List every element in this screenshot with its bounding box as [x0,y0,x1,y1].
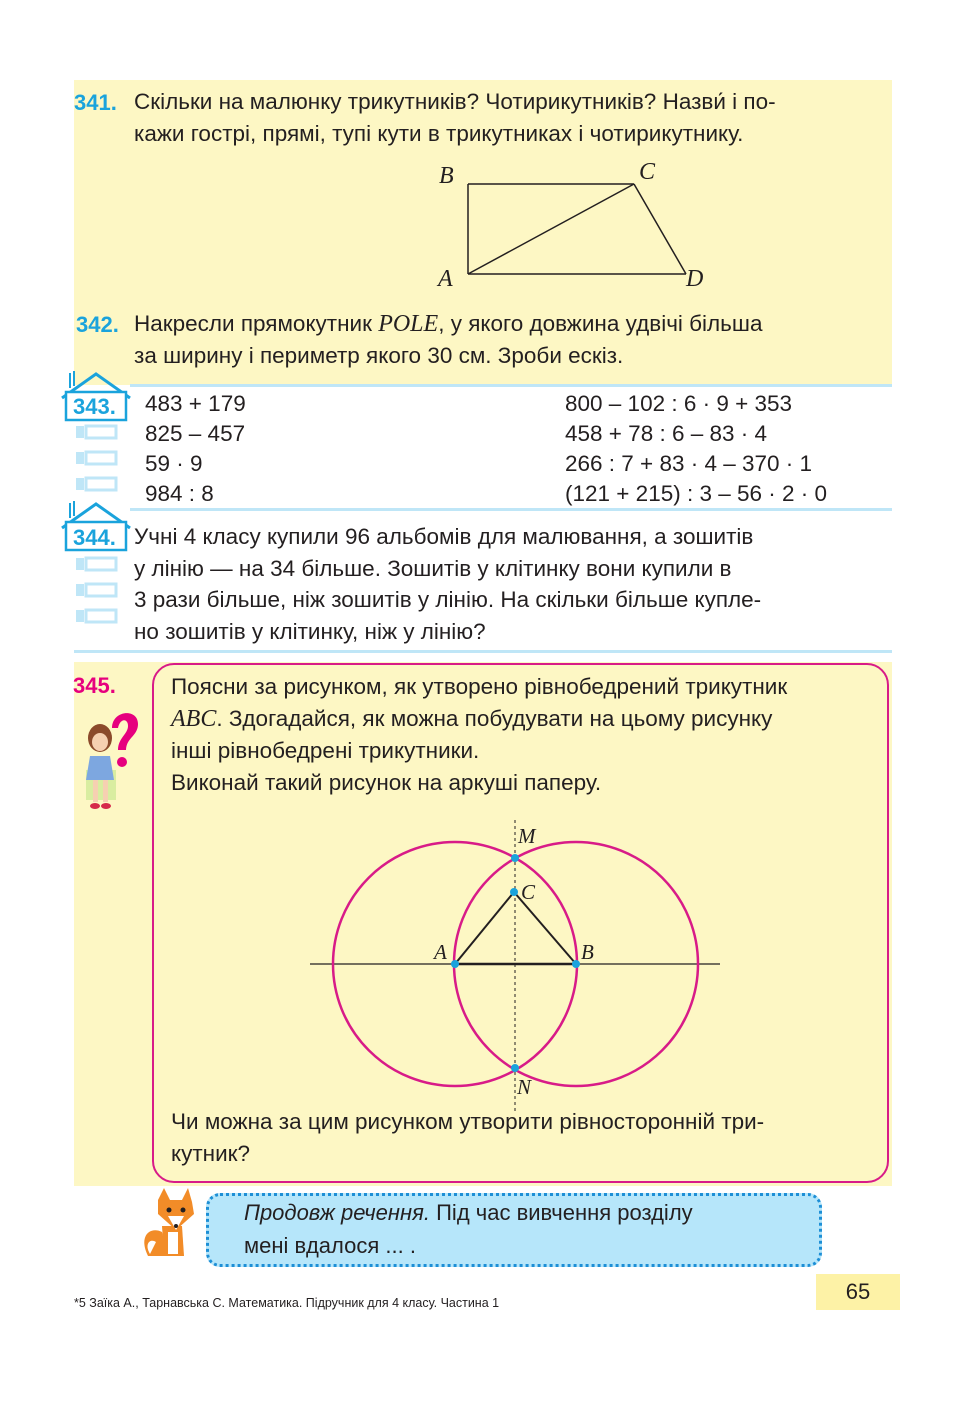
exercise-341-number: 341. [74,90,117,115]
expression: 59 · 9 [145,451,203,476]
exercise-344-line-4: но зошитів у клітинку, ніж у лінію? [134,618,486,644]
exercise-343-right [565,389,827,509]
label-B: B [439,163,454,189]
question-line-1: Чи можна за цим рисунком утворити рівносторонній три- [171,1109,765,1134]
exercise-342-text [134,308,894,372]
question-line-2: кутник? [171,1141,251,1166]
exercise-343-number: 343. [73,394,116,419]
page-number: 65 [816,1274,900,1310]
exercise-345-text [171,671,877,799]
point-A [451,960,459,968]
exercise-345-line-1: Поясни за рисунком, як утворено рівнобедрений трикутник [171,674,788,699]
exercise-345-line-4: Виконай такий рисунок на аркуші паперу. [171,770,602,795]
exercise-344-line-3: 3 рази більше, ніж зошитів у лінію. На скільки більше купле- [134,587,762,612]
expression: 483 + 179 [145,391,246,416]
exercise-343-left [145,389,246,509]
exercise-344-text [134,521,890,647]
homework-house-icon [58,496,134,646]
exercise-344-number: 344. [73,525,116,550]
footer-credit: *5 Заїка А., Тарнавська С. Математика. Підручник для 4 класу. Частина 1 [74,1296,500,1310]
divider-343 [130,384,892,387]
expression: 458 + 78 : 6 – 83 · 4 [565,421,768,446]
exercise-342-line-1: Накресли прямокутник POLE, у якого довжина удвічі більша [134,311,763,337]
expression: 266 : 7 + 83 · 4 – 370 · 1 [565,451,813,476]
expression: 825 – 457 [145,421,246,446]
exercise-345-line-3: інші рівнобедрені трикутники. [171,738,480,763]
triangle-name: ABC [171,706,217,732]
homework-house-icon [58,366,134,506]
label-N: N [517,1075,532,1099]
label-C2: C [521,880,536,904]
point-B [572,960,580,968]
point-M [511,854,519,862]
exercise-341-text [134,86,886,150]
label-B2: B [581,940,594,964]
expression: (121 + 215) : 3 – 56 · 2 · 0 [565,481,828,506]
label-D: D [686,266,704,292]
divider-344-bottom [74,650,892,653]
exercise-345-number: 345. [73,673,116,698]
point-C [510,888,518,896]
exercise-344-line-1: Учні 4 класу купили 96 альбомів для малювання, а зошитів [134,524,754,549]
divider-344 [130,508,892,511]
point-N [511,1064,519,1072]
rectangle-name: POLE [378,311,439,337]
label-A2: A [434,940,447,964]
exercise-341-line-2: кажи гострі, прямі, тупі кути в трикутниках і чотирикутнику. [134,121,744,146]
expression: 984 : 8 [145,481,214,506]
exercise-342-number: 342. [76,312,119,337]
exercise-345-line-2: ABC. Здогадайся, як можна побудувати на цьому рисунку [171,706,773,732]
reflection-text [244,1196,814,1262]
reflection-line-1: Продовж речення. Під час вивчення розділу [244,1200,693,1225]
label-A: A [438,266,453,292]
quadrilateral-figure [430,155,720,295]
exercise-342-line-2: за ширину і периметр якого 30 см. Зроби ескіз. [134,343,624,368]
label-M: M [518,824,536,848]
exercise-345-question [171,1106,877,1170]
circles-construction-figure [300,815,730,1115]
exercise-344-line-2: у лінію — на 34 більше. Зошитів у клітинку вони купили в [134,555,732,581]
label-C: C [639,159,656,185]
fox-illustration [138,1186,204,1262]
reflection-line-2: мені вдалося ... . [244,1233,416,1258]
exercise-341-line-1: Скільки на малюнку трикутників? Чотирикутників? Назви́ і по- [134,89,776,114]
girl-illustration [80,700,142,815]
expression: 800 – 102 : 6 · 9 + 353 [565,391,793,416]
